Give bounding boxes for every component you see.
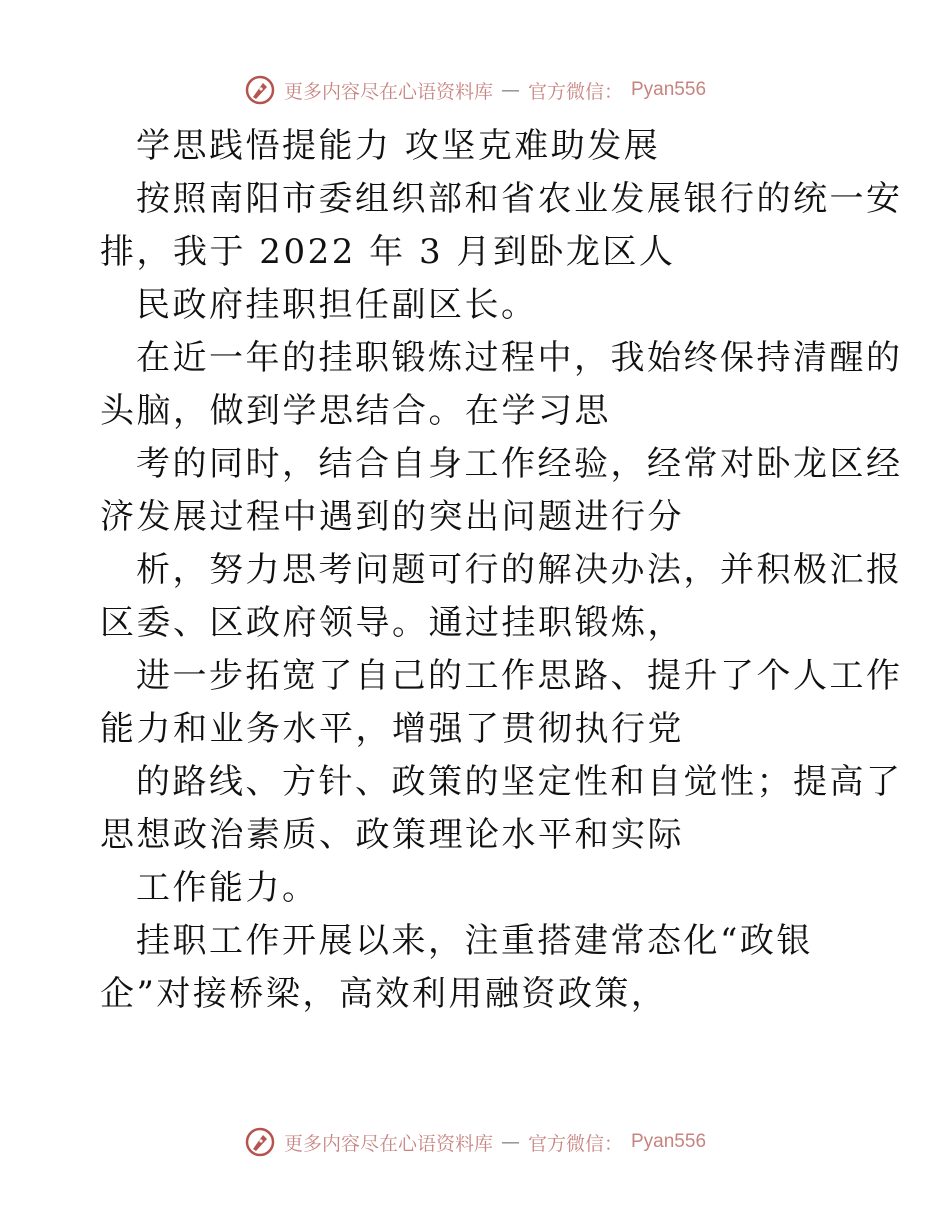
text-line: 按照南阳市委组织部和省农业发展银行的统一安 [136, 179, 903, 219]
watermark-separator: — [500, 79, 520, 101]
text-line: 能力和业务水平，增强了贯彻执行党 [100, 709, 684, 749]
pen-nib-circle-icon [244, 1126, 276, 1158]
watermark-text: 更多内容尽在心语资料库 [283, 1132, 493, 1155]
watermark-official: 官方微信： [527, 80, 623, 103]
watermark-account: Pyan556 [631, 1131, 707, 1152]
text-line: 的路线、方针、政策的坚定性和自觉性；提高了 [136, 762, 903, 802]
text-line: 济发展过程中遇到的突出问题进行分 [100, 497, 684, 537]
text-line: 挂职工作开展以来，注重搭建常态化“政银 [136, 921, 813, 961]
text-line: 排，我于 2022 年 3 月到卧龙区人 [100, 232, 676, 272]
text-line: 区委、区政府领导。通过挂职锻炼， [100, 603, 684, 643]
watermark-official: 官方微信： [527, 1132, 623, 1155]
text-line: 学思践悟提能力 攻坚克难助发展 [136, 126, 661, 166]
watermark-separator: — [500, 1131, 520, 1153]
text-line: 工作能力。 [136, 868, 319, 908]
text-line: 考的同时，结合自身工作经验，经常对卧龙区经 [136, 444, 903, 484]
text-line: 头脑，做到学思结合。在学习思 [100, 391, 611, 431]
text-line: 析，努力思考问题可行的解决办法，并积极汇报 [136, 550, 903, 590]
header-watermark [0, 74, 950, 106]
text-line: 思想政治素质、政策理论水平和实际 [100, 815, 684, 855]
text-line: 企”对接桥梁，高效利用融资政策， [100, 974, 668, 1014]
text-line: 在近一年的挂职锻炼过程中，我始终保持清醒的 [136, 338, 903, 378]
document-body [100, 120, 903, 1021]
footer-watermark [0, 1126, 950, 1158]
text-line: 民政府挂职担任副区长。 [136, 285, 538, 325]
watermark-account: Pyan556 [631, 79, 707, 100]
watermark-text: 更多内容尽在心语资料库 [283, 80, 493, 103]
text-line: 进一步拓宽了自己的工作思路、提升了个人工作 [136, 656, 903, 696]
pen-nib-circle-icon [244, 74, 276, 106]
